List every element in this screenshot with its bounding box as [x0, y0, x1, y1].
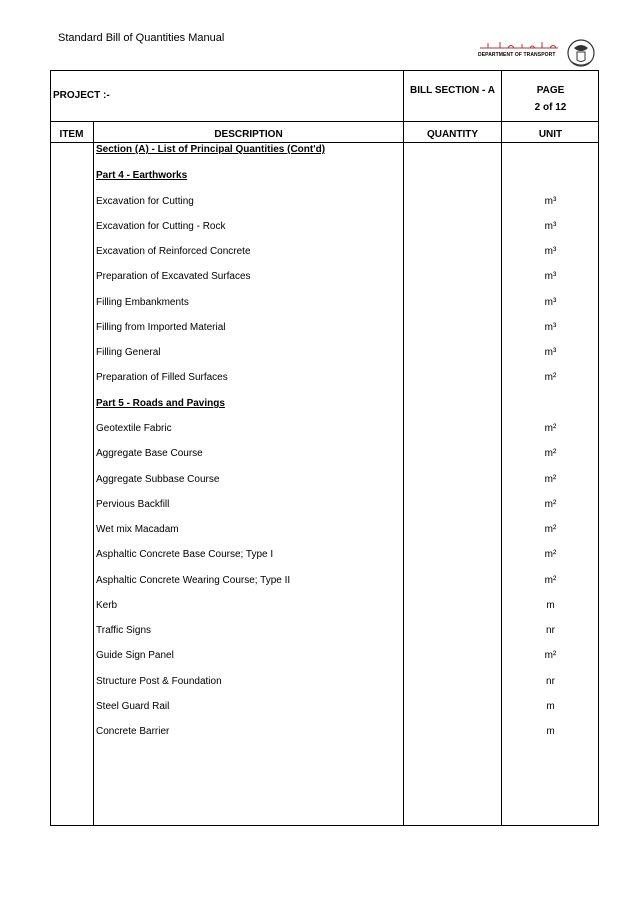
item-unit: m³	[544, 347, 557, 358]
bill-section-label: BILL SECTION - A	[410, 85, 495, 96]
item-description: Excavation of Reinforced Concrete	[96, 246, 251, 257]
section-heading: Part 5 - Roads and Pavings	[96, 398, 225, 409]
page-label: PAGE	[536, 85, 565, 96]
item-description: Asphaltic Concrete Wearing Course; Type II	[96, 575, 291, 586]
item-description: Filling Embankments	[96, 297, 189, 308]
item-description: Traffic Signs	[96, 625, 152, 636]
item-description: Excavation for Cutting - Rock	[96, 221, 226, 232]
falcon-crest-icon	[566, 36, 596, 70]
arabic-wordmark-icon	[478, 40, 562, 50]
item-description: Wet mix Macadam	[96, 524, 179, 535]
item-unit: m²	[544, 575, 557, 586]
item-unit: m²	[544, 474, 557, 485]
item-unit: nr	[546, 625, 555, 636]
item-description: Kerb	[96, 600, 118, 611]
item-unit: m²	[544, 448, 557, 459]
item-unit: m²	[544, 650, 557, 661]
section-heading: Section (A) - List of Principal Quantities (Cont'd)	[96, 144, 326, 155]
item-description: Structure Post & Foundation	[96, 676, 222, 687]
item-description: Preparation of Filled Surfaces	[96, 372, 228, 383]
item-unit: m³	[544, 322, 557, 333]
item-description: Preparation of Excavated Surfaces	[96, 271, 251, 282]
item-unit: m²	[544, 549, 557, 560]
item-description: Aggregate Base Course	[96, 448, 203, 459]
department-logo	[478, 36, 598, 70]
item-unit: m³	[544, 271, 557, 282]
item-description: Filling General	[96, 347, 161, 358]
item-unit: m²	[544, 499, 557, 510]
column-header-item: ITEM	[59, 129, 84, 140]
column-header-divider	[50, 142, 599, 143]
quantity-column-divider	[403, 70, 404, 826]
item-unit: m³	[544, 297, 557, 308]
item-description: Aggregate Subbase Course	[96, 474, 220, 485]
item-description: Steel Guard Rail	[96, 701, 170, 712]
section-heading: Part 4 - Earthworks	[96, 170, 188, 181]
header-divider	[50, 121, 599, 122]
page-number: 2 of 12	[534, 102, 567, 113]
logo-english-text: DEPARTMENT OF TRANSPORT	[478, 52, 556, 58]
column-header-unit: UNIT	[538, 129, 563, 140]
item-unit: m	[546, 600, 555, 611]
item-unit: m	[546, 701, 555, 712]
item-description: Pervious Backfill	[96, 499, 170, 510]
item-unit: m³	[544, 221, 557, 232]
item-unit: m³	[544, 246, 557, 257]
item-unit: m³	[544, 196, 557, 207]
item-description: Guide Sign Panel	[96, 650, 174, 661]
column-header-description: DESCRIPTION	[214, 129, 283, 140]
item-description: Filling from Imported Material	[96, 322, 226, 333]
item-unit: m	[546, 726, 555, 737]
item-description: Excavation for Cutting	[96, 196, 194, 207]
item-unit: nr	[546, 676, 555, 687]
item-unit: m²	[544, 524, 557, 535]
item-description: Concrete Barrier	[96, 726, 170, 737]
item-description: Geotextile Fabric	[96, 423, 172, 434]
document-title: Standard Bill of Quantities Manual	[58, 32, 225, 44]
item-column-divider	[93, 121, 94, 826]
column-header-quantity: QUANTITY	[426, 129, 479, 140]
item-unit: m²	[544, 372, 557, 383]
item-description: Asphaltic Concrete Base Course; Type I	[96, 549, 274, 560]
project-label: PROJECT :-	[53, 90, 110, 101]
item-unit: m²	[544, 423, 557, 434]
